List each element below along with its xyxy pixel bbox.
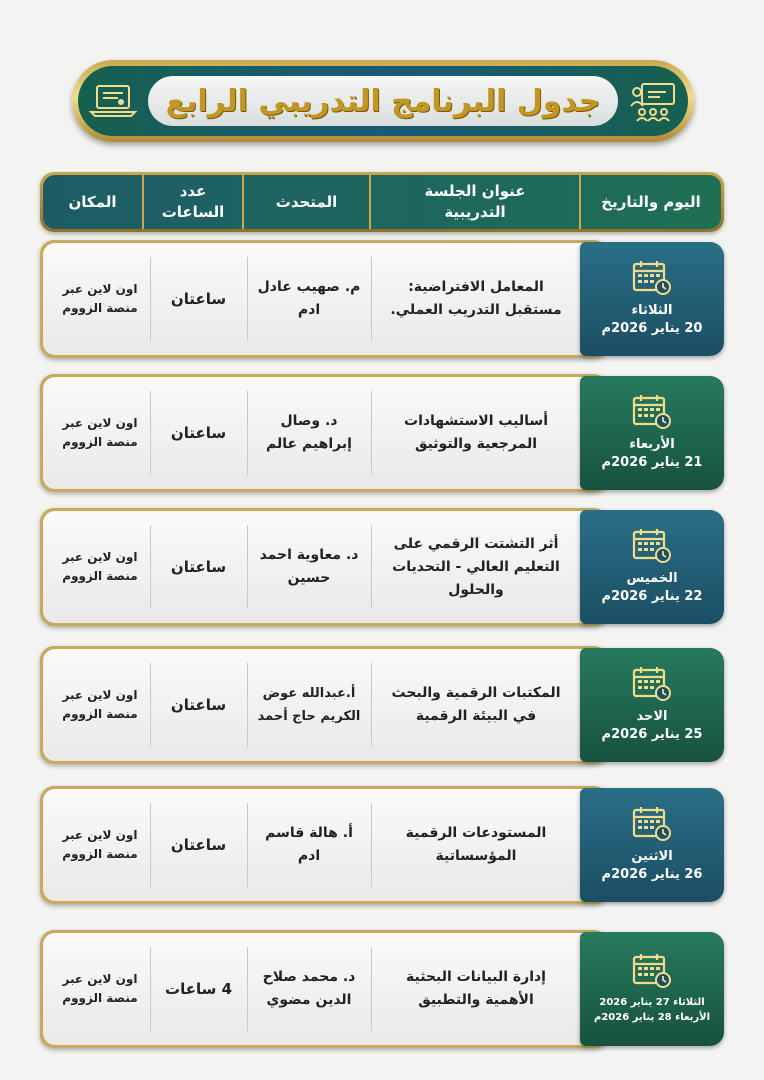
session-card xyxy=(40,930,608,1048)
speaker: أ. هالة قاسم ادم xyxy=(265,825,353,864)
header-speaker xyxy=(242,175,369,229)
date-text-2: الأربعاء 28 يناير 2026م xyxy=(593,1012,711,1023)
place: اون لاين عبر منصة الزووم xyxy=(62,828,138,861)
presentation-icon xyxy=(628,80,678,122)
header-session-title xyxy=(369,175,579,229)
place: اون لاين عبر منصة الزووم xyxy=(62,972,138,1005)
hours: ساعتان xyxy=(170,696,227,714)
day-name: الخميس xyxy=(626,571,678,586)
calendar-clock-icon xyxy=(632,953,672,989)
table-row xyxy=(40,374,724,494)
date-text: 25 يناير 2026م xyxy=(601,727,703,742)
session-card xyxy=(40,508,608,626)
table-row xyxy=(40,646,724,766)
header-hours xyxy=(142,175,242,229)
page-title: جدول البرنامج التدريبي الرابع xyxy=(165,83,601,119)
table-row xyxy=(40,508,724,628)
table-row xyxy=(40,786,724,906)
header-place-label: المكان xyxy=(68,192,117,211)
speaker: د. محمد صلاح الدين مضوي xyxy=(262,969,356,1008)
date-text: الثلاثاء 27 يناير 2026 xyxy=(599,997,705,1008)
day-name: الاثنين xyxy=(631,849,673,864)
calendar-clock-icon xyxy=(632,260,672,296)
table-header xyxy=(40,172,724,232)
date-panel xyxy=(580,932,724,1046)
place: اون لاين عبر منصة الزووم xyxy=(62,550,138,583)
title-banner xyxy=(72,60,694,142)
title-plate xyxy=(148,76,618,126)
header-speaker-label: المتحدث xyxy=(275,192,338,211)
date-panel xyxy=(580,510,724,624)
header-session-title-label xyxy=(425,181,526,223)
hours: ساعتان xyxy=(170,424,227,442)
session-card xyxy=(40,646,608,764)
speaker: د. وصال إبراهيم عالم xyxy=(266,413,352,452)
hours: ساعتان xyxy=(170,836,227,854)
table-header-inner xyxy=(43,175,721,229)
date-panel xyxy=(580,788,724,902)
date-text: 26 يناير 2026م xyxy=(601,867,703,882)
calendar-clock-icon xyxy=(632,666,672,702)
session-card xyxy=(40,374,608,492)
place: اون لاين عبر منصة الزووم xyxy=(62,688,138,721)
table-row xyxy=(40,240,724,360)
laptop-certificate-icon xyxy=(88,80,138,122)
date-panel xyxy=(580,376,724,490)
hours: 4 ساعات xyxy=(165,980,232,998)
calendar-clock-icon xyxy=(632,394,672,430)
session-title: أثر التشتت الرقمي على التعليم العالي - التحديات والحلول xyxy=(392,535,560,598)
header-hours-line1: عدد xyxy=(179,182,207,200)
hours: ساعتان xyxy=(170,290,227,308)
day-name: الاحد xyxy=(636,709,668,724)
date-text: 20 يناير 2026م xyxy=(601,321,703,336)
date-text: 21 يناير 2026م xyxy=(601,455,703,470)
day-name: الأربعاء xyxy=(629,437,675,452)
header-hours-label xyxy=(162,181,225,223)
date-text: 22 يناير 2026م xyxy=(601,589,703,604)
title-banner-frame xyxy=(78,66,688,136)
speaker: م. صهيب عادل ادم xyxy=(257,279,361,318)
speaker: د. معاوية احمد حسين xyxy=(259,547,359,586)
speaker: أ.عبدالله عوض الكريم حاج أحمد xyxy=(257,686,361,724)
calendar-clock-icon xyxy=(632,528,672,564)
header-session-title-line1: عنوان الجلسة xyxy=(424,182,526,200)
calendar-clock-icon xyxy=(632,806,672,842)
table-row xyxy=(40,930,724,1050)
header-session-title-line2: التدريبية xyxy=(444,203,506,221)
session-title: أساليب الاستشهادات المرجعية والتوثيق xyxy=(404,413,548,452)
place: اون لاين عبر منصة الزووم xyxy=(62,416,138,449)
header-hours-line2: الساعات xyxy=(161,203,225,221)
session-title: إدارة البيانات البحثية الأهمية والتطبيق xyxy=(406,969,546,1008)
header-place xyxy=(43,175,142,229)
header-day-date-label: اليوم والتاريخ xyxy=(601,192,701,211)
place: اون لاين عبر منصة الزووم xyxy=(62,282,138,315)
date-panel xyxy=(580,242,724,356)
session-card xyxy=(40,786,608,904)
hours: ساعتان xyxy=(170,558,227,576)
session-title: المعامل الافتراضية: مستقبل التدريب العملي. xyxy=(390,279,562,318)
session-title: المستودعات الرقمية المؤسساتية xyxy=(405,825,547,864)
session-title: المكتبات الرقمية والبحث في البيئة الرقمية xyxy=(391,685,561,724)
header-day-date xyxy=(579,175,721,229)
session-card xyxy=(40,240,608,358)
day-name: الثلاثاء xyxy=(631,303,673,318)
date-panel xyxy=(580,648,724,762)
